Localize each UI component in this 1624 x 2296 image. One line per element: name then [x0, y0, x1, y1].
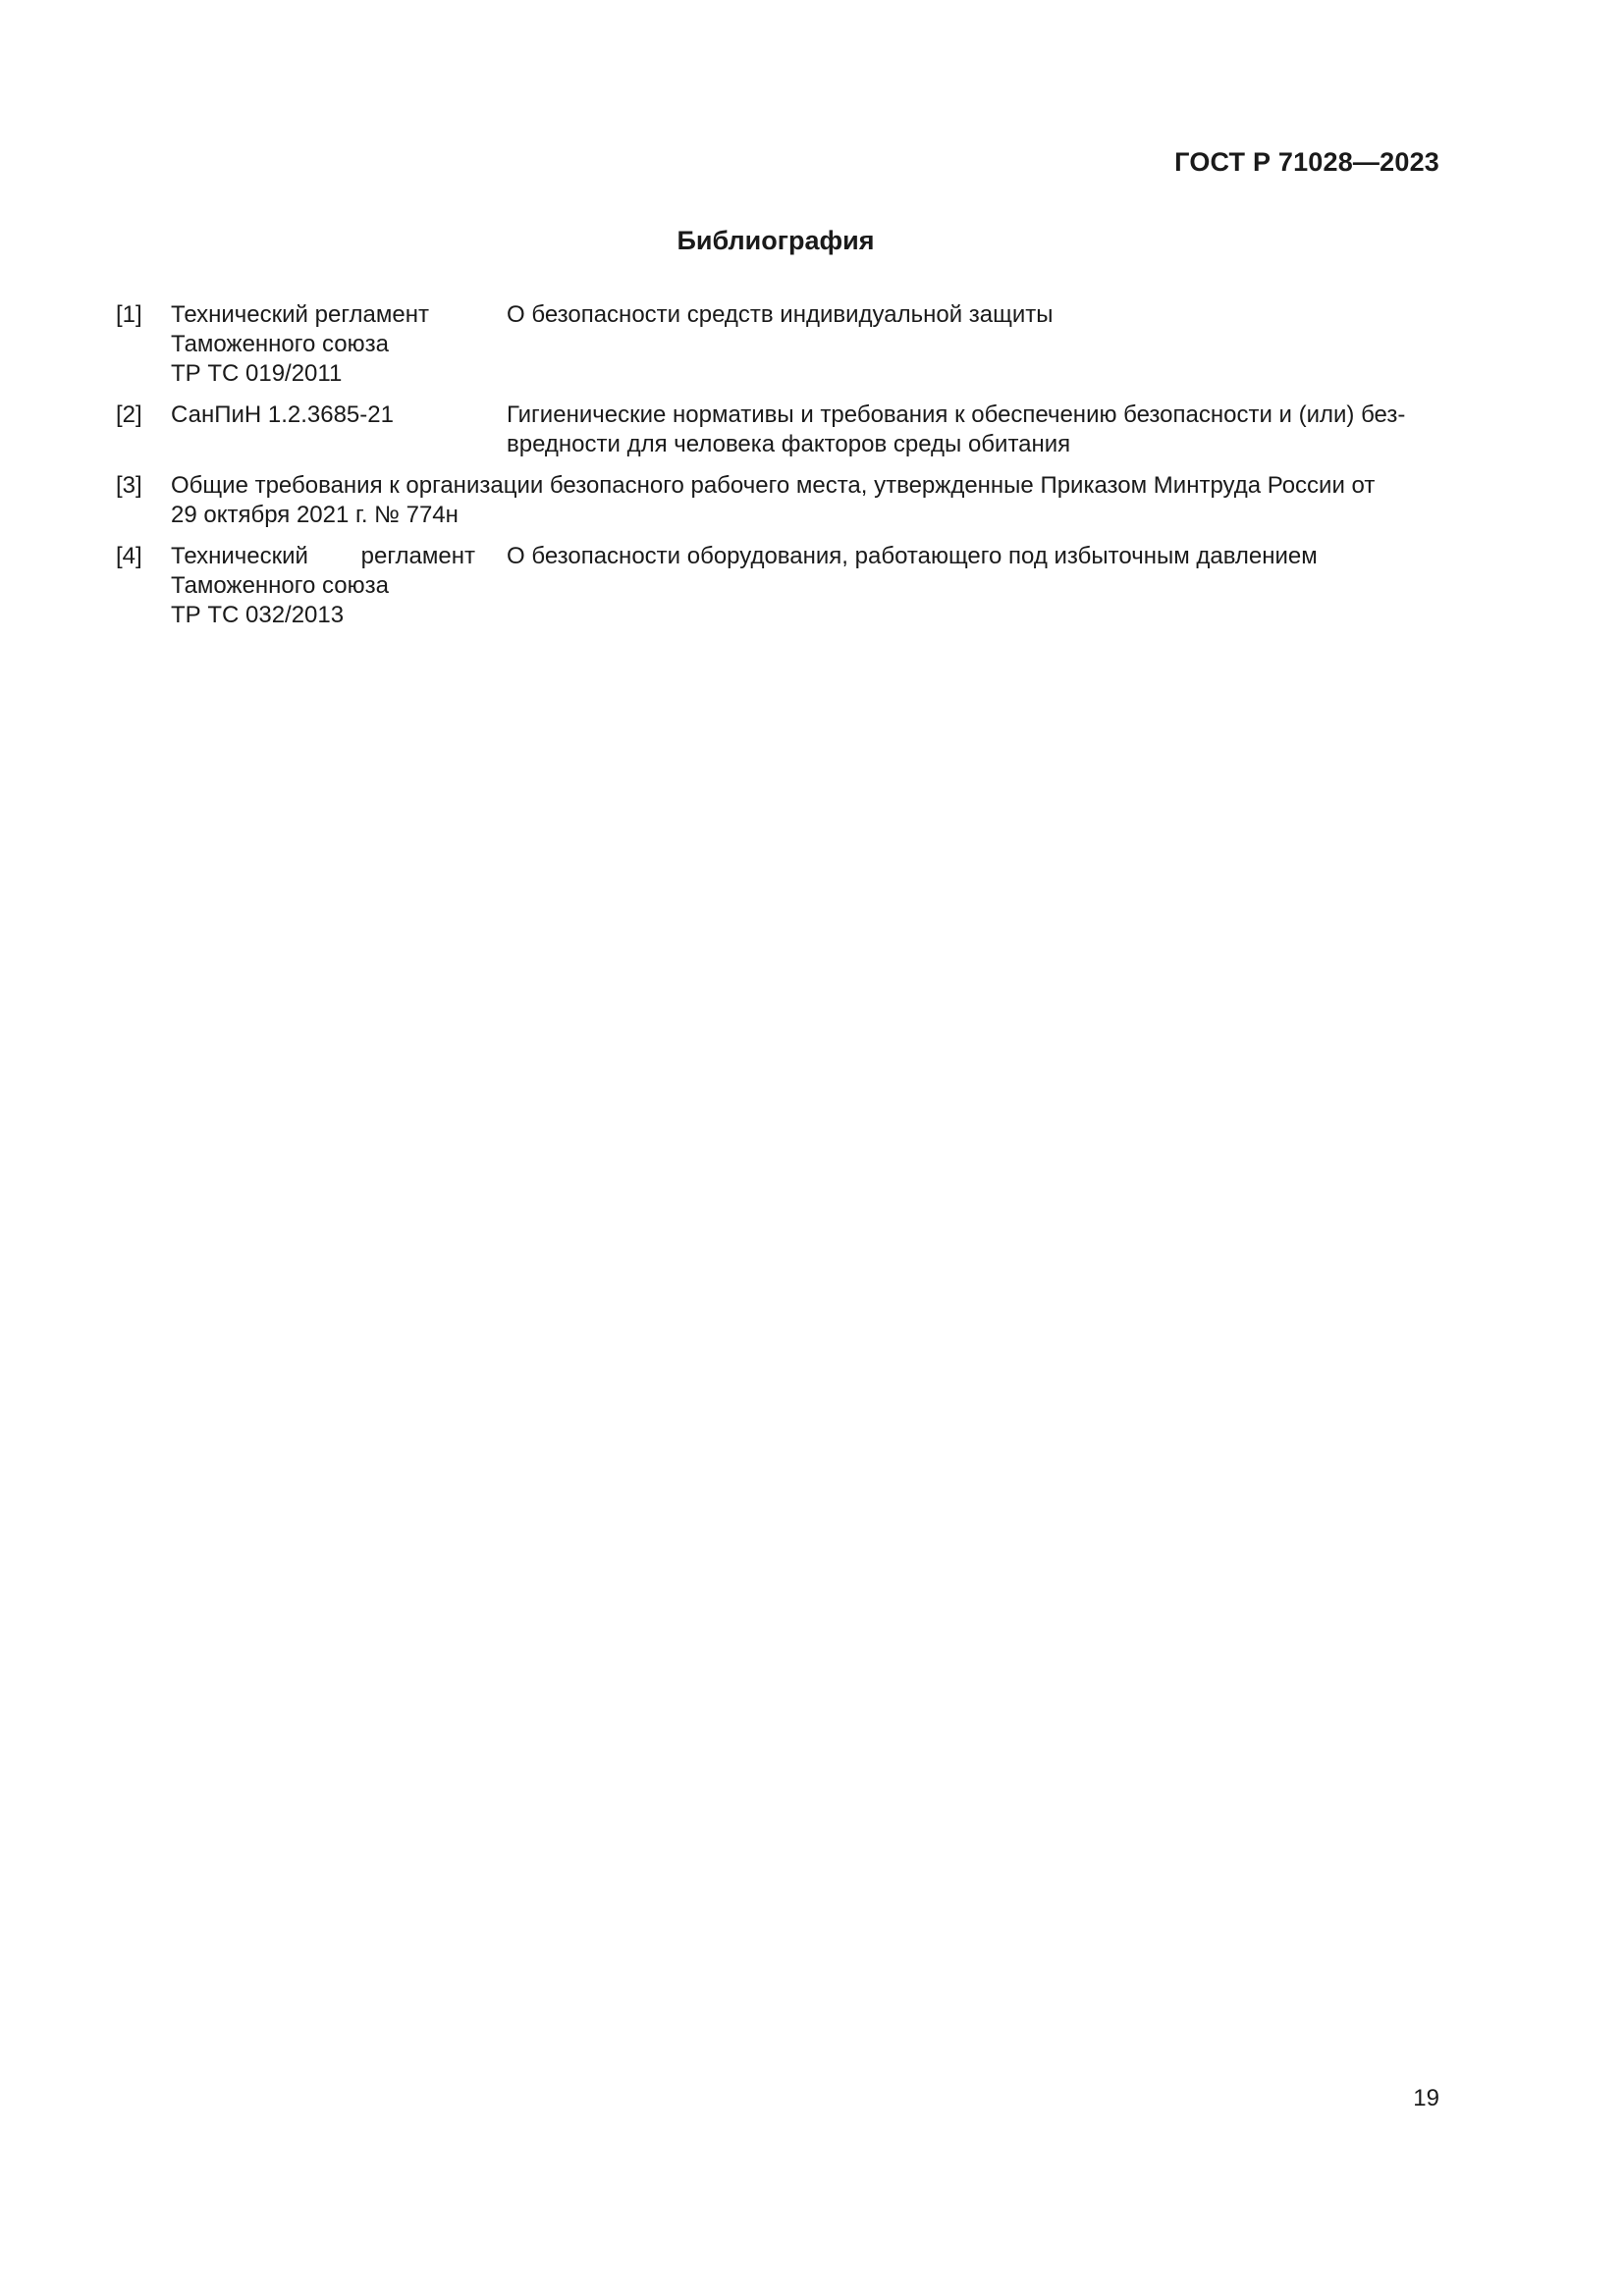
entry-source-word: регламент [360, 543, 475, 569]
entry-number: [4] [116, 543, 142, 569]
page-number: 19 [1413, 2085, 1439, 2111]
entry-title: О безопасности средств индивидуальной защиты [507, 301, 1054, 328]
entry-text-line: Общие требования к организации безопасного рабочего места, утвержденные Приказом Минтруда России от [171, 472, 1376, 499]
entry-source-line: Таможенного союза [171, 572, 389, 599]
entry-number: [3] [116, 472, 142, 499]
entry-source-line: СанПиН 1.2.3685-21 [171, 401, 394, 428]
entry-title [507, 400, 1439, 459]
entry-source-line: ТР ТС 019/2011 [171, 360, 343, 387]
entry-source [171, 400, 495, 430]
document-code: ГОСТ Р 71028—2023 [1174, 147, 1439, 177]
entry-source-line [171, 542, 475, 571]
entry-title-line: вредности для человека факторов среды обитания [507, 431, 1071, 457]
entry-number: [2] [116, 401, 142, 428]
entry-source [171, 300, 495, 389]
entry-text [171, 471, 1439, 530]
entry-source-line: Технический регламент [171, 301, 429, 328]
entry-source [171, 542, 495, 630]
entry-title-line: Гигиенические нормативы и требования к обеспечению безопасности и (или) без- [507, 401, 1406, 428]
section-title: Библиография [677, 226, 875, 255]
entry-text-line: 29 октября 2021 г. № 774н [171, 502, 459, 528]
entry-source-line: ТР ТС 032/2013 [171, 602, 345, 628]
entry-number: [1] [116, 301, 142, 328]
entry-source-word: Технический [171, 543, 308, 569]
entry-source-line: Таможенного союза [171, 331, 389, 357]
entry-title: О безопасности оборудования, работающего под избыточным давлением [507, 543, 1318, 569]
